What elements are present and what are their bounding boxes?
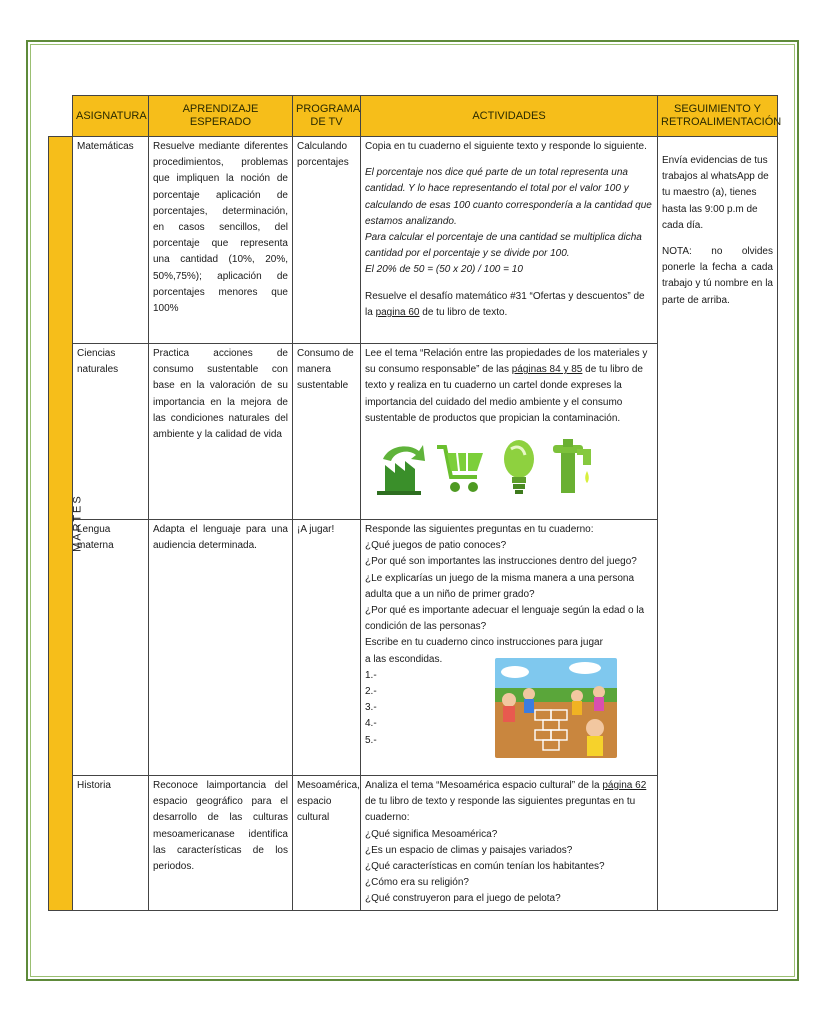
header-actividades: ACTIVIDADES — [361, 96, 658, 137]
activity-text: El porcentaje nos dice qué parte de un total representa una cantidad. Y lo hace representando el total por el valor 100 y calculando de esas 100 cuanto correspondería a la cantidad que estamos analizando. — [365, 167, 652, 227]
activity-text: Escribe en tu cuaderno cinco instrucciones para jugar a las escondidas. — [365, 637, 603, 665]
question: ¿Qué construyeron para el juego de pelota? — [365, 893, 561, 905]
question: ¿Qué juegos de patio conoces? — [365, 540, 507, 552]
page-reference: página 62 — [602, 780, 647, 791]
question: ¿Por qué son importantes las instrucciones dentro del juego? — [365, 556, 637, 568]
activity-text: Copia en tu cuaderno el siguiente texto y responde lo siguiente. — [365, 141, 647, 152]
header-aprendizaje: APRENDIZAJE ESPERADO — [149, 96, 293, 137]
light-bulb-icon — [504, 440, 534, 494]
sustainability-icons — [365, 435, 653, 501]
header-seguimiento: SEGUIMIENTO Y RETROALIMENTACIÓN — [658, 96, 778, 137]
programa-cell: Consumo de manera sustentable — [293, 344, 361, 520]
seguimiento-cell — [658, 137, 778, 911]
header-asignatura: ASIGNATURA — [73, 96, 149, 137]
list-item: 1.- — [365, 669, 377, 681]
list-item: 5.- — [365, 734, 377, 746]
question: ¿Cómo era su religión? — [365, 877, 469, 889]
question: ¿Qué significa Mesoamérica? — [365, 828, 498, 840]
activity-text: Lee el tema “Relación entre las propiedades de los materiales y su consumo responsable” de las páginas 84 y 85 de tu libro de texto y realiza en tu cuaderno un cartel donde expreses la importancia del cuidado del medio ambiente y el consumo sustentable de productos que propician la contaminación. — [365, 348, 648, 424]
corner-cell — [49, 96, 73, 137]
programa-cell: ¡A jugar! — [293, 520, 361, 776]
header-programa: PROGRAMA DE TV — [293, 96, 361, 137]
actividades-cell — [361, 520, 658, 776]
actividades-cell — [361, 137, 658, 344]
shopping-cart-icon — [437, 447, 483, 492]
kids-playing-hopscotch-image — [495, 658, 617, 758]
aprendizaje-cell: Reconoce laimportancia del espacio geográfico para el desarrollo de las culturas mesoamericanase identifica las características de los periodos. — [149, 776, 293, 911]
asignatura-cell: Lengua materna — [73, 520, 149, 776]
asignatura-cell: Matemáticas — [73, 137, 149, 344]
seguimiento-text: Envía evidencias de tus trabajos al whatsApp de tu maestro (a), tienes hasta las 9:00 p.m de cada día. — [662, 155, 769, 231]
lesson-plan-table — [48, 95, 782, 911]
activity-text: Responde las siguientes preguntas en tu cuaderno: — [365, 524, 594, 535]
activity-text: El 20% de 50 = (50 x 20) / 100 = 10 — [365, 264, 523, 276]
asignatura-cell: Ciencias naturales — [73, 344, 149, 520]
table-row — [49, 137, 778, 344]
list-item: 4.- — [365, 718, 377, 730]
programa-cell: Mesoamérica, espacio cultural — [293, 776, 361, 911]
activity-text: Resuelve el desafío matemático #31 “Ofertas y descuentos” de la pagina 60 de tu libro de texto. — [365, 290, 645, 318]
programa-cell: Calculando porcentajes — [293, 137, 361, 344]
recycle-factory-icon — [377, 445, 425, 495]
list-item: 2.- — [365, 686, 377, 698]
aprendizaje-cell: Practica acciones de consumo sustentable con base en la valoración de su importancia en la mejora de las condiciones naturales del ambiente y la calidad de vida — [149, 344, 293, 520]
seguimiento-note: NOTA: no olvides ponerle la fecha a cada trabajo y tú nombre en la parte de arriba. — [662, 246, 773, 306]
list-item: 3.- — [365, 702, 377, 714]
question: ¿Qué características en común tenían los habitantes? — [365, 861, 605, 873]
day-label: MARTES — [71, 493, 84, 552]
day-cell — [49, 137, 84, 911]
actividades-cell — [361, 776, 658, 911]
activity-text: Analiza el tema “Mesoamérica espacio cultural” de la página 62 de tu libro de texto y responde las siguientes preguntas en tu cuaderno: — [365, 780, 647, 824]
page-reference: páginas 84 y 85 — [511, 364, 583, 376]
question: ¿Le explicarías un juego de la misma manera a una persona adulta que a un niño de primer grado? — [365, 572, 635, 600]
activity-text: Para calcular el porcentaje de una cantidad se multiplica dicha cantidad por el porcentaje y se divide por 100. — [365, 232, 642, 260]
question: ¿Es un espacio de climas y paisajes variados? — [365, 844, 573, 856]
water-tap-icon — [553, 439, 591, 493]
actividades-cell — [361, 344, 658, 520]
page-reference: pagina 60 — [375, 306, 420, 318]
question: ¿Por qué es importante adecuar el lenguaje según la edad o la condición de las personas? — [365, 605, 645, 633]
kids-playing-hopscotch-illustration — [495, 658, 617, 758]
sustainability-icons-graphic — [365, 435, 605, 501]
asignatura-cell: Historia — [73, 776, 149, 911]
aprendizaje-cell: Adapta el lenguaje para una audiencia determinada. — [149, 520, 293, 776]
aprendizaje-cell: Resuelve mediante diferentes procedimientos, problemas que impliquen la noción de porcentaje aplicación de porcentajes, determinación, en casos sencillos, del porcentaje que representa una cantidad (10%, 20%, 50%,75%); aplicación de porcentajes menores que 100% — [149, 137, 293, 344]
